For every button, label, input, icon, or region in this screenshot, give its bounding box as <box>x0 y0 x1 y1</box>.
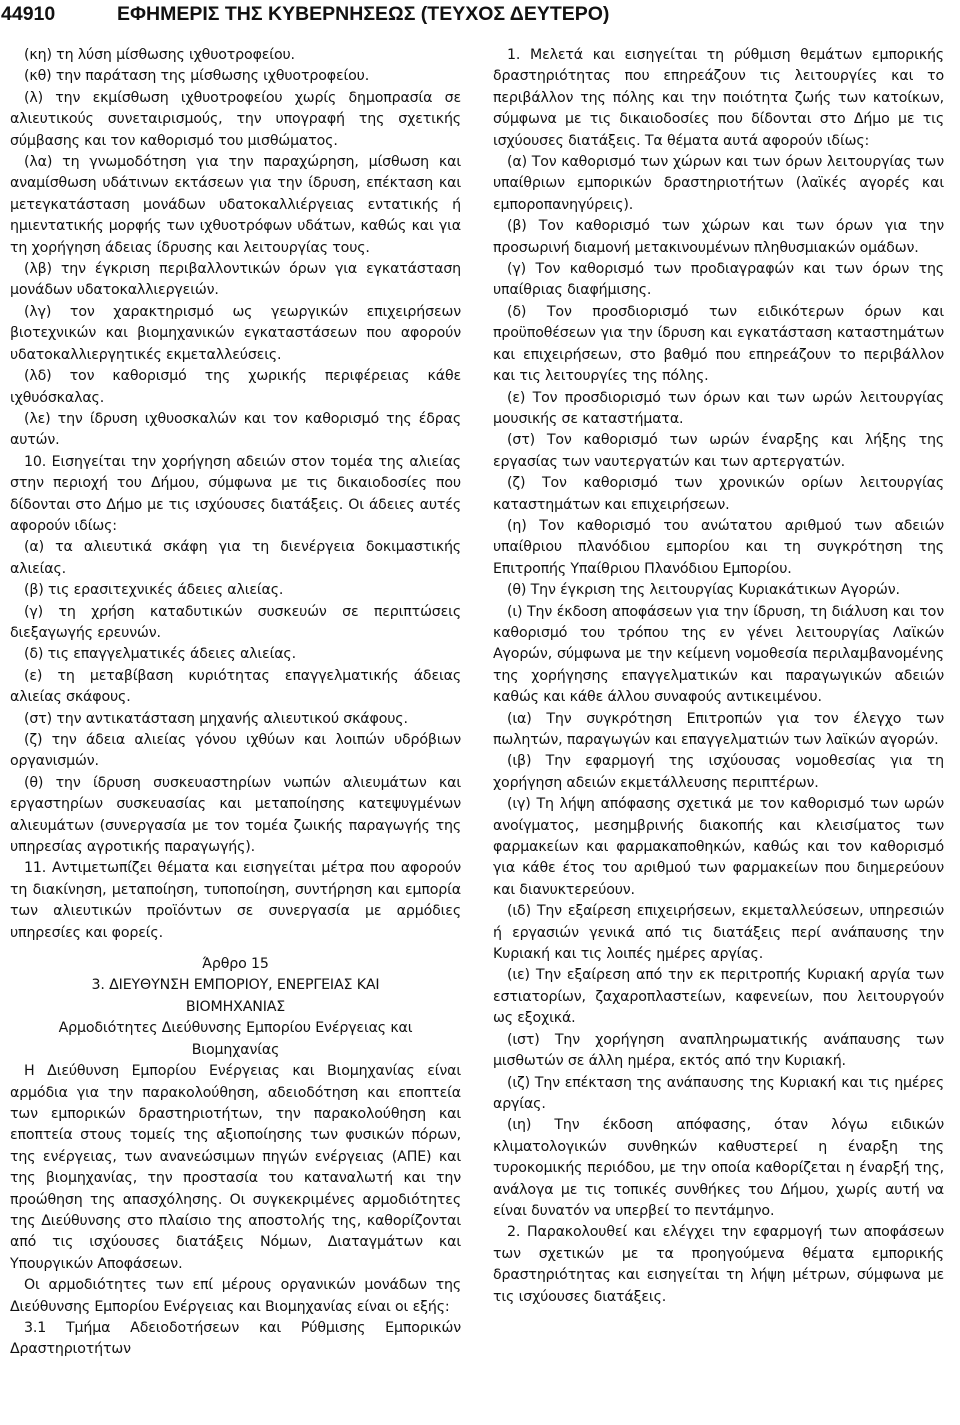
left-column <box>10 45 461 1361</box>
paragraph: (ι) Την έκδοση αποφάσεων για την ίδρυση, τη διάλυση και τον καθορισμό του τρόπου της εν γένει λειτουργίας Λαϊκών Αγορών, σύμφωνα με την κείμενη νομοθεσία περιλαμβανομένης της χορήγησης επαγγελματικών και παραγωγικών αδειών καθώς και κάθε άλλου συναφούς αντικειμένου. <box>493 603 944 706</box>
paragraph: (γ) Τον καθορισμό των προδιαγραφών και των όρων της υπαίθριας διαφήμισης. <box>493 261 944 299</box>
right-column <box>493 45 944 1308</box>
section-heading: ΒΙΟΜΗΧΑΝΙΑΣ <box>185 998 286 1015</box>
section-subheading: Αρμοδιότητες Διεύθυνσης Εμπορίου Ενέργειας και <box>58 1020 413 1037</box>
paragraph: (στ) Τον καθορισμό των ωρών έναρξης και λήξης της εργασίας των ναυτεργατών και των αρτεργατών. <box>493 432 944 470</box>
paragraph: (λε) την ίδρυση ιχθυοσκαλών και τον καθορισμό της έδρας αυτών. <box>10 410 461 449</box>
paragraph: (ζ) την άδεια αλιείας γόνου ιχθύων και λοιπών υδρόβιων οργανισμών. <box>10 732 461 770</box>
section-subheading: Βιομηχανίας <box>191 1041 280 1058</box>
paragraph: (λδ) τον καθορισμό της χωρικής περιφέρειας κάθε ιχθυόσκαλας. <box>10 368 461 406</box>
paragraph: (θ) την ίδρυση συσκευαστηρίων νωπών αλιευμάτων και εργαστηρίων συσκευασίας και μεταποίησης κατεψυγμένων αλιευμάτων (συνεργασία με τον τομέα ζωικής παραγωγής της υπηρεσίας αγροτικής παραγωγής). <box>10 774 461 856</box>
paragraph: (ιγ) Τη λήψη απόφασης σχετικά με τον καθορισμό των ωρών ανοίγματος, μεσημβρινής διακοπής και κλεισίματος των φαρμακείων και φαρμακαποθηκών, καθώς και τον καθορισμό για κάθε έτος του αριθμού των φαρμακείων που διημερεύουν και διανυκτερεύουν. <box>493 796 944 898</box>
paragraph: (ια) Την συγκρότηση Επιτροπών για τον έλεγχο των πωλητών, παραγωγών και επαγγελματιών των λαϊκών αγορών. <box>493 710 944 748</box>
paragraph: (δ) τις επαγγελματικές άδειες αλιείας. <box>24 646 296 663</box>
page-header <box>0 0 960 30</box>
paragraph: (στ) την αντικατάσταση μηχανής αλιευτικού σκάφους. <box>24 710 408 727</box>
paragraph: (γ) τη χρήση καταδυτικών συσκευών σε περιπτώσεις διεξαγωγής ερευνών. <box>10 603 461 641</box>
paragraph: (ιστ) Την χορήγηση αναπληρωματικής ανάπαυσης των μισθωτών σε άλλη ημέρα, εκτός από την Κυριακή. <box>493 1031 944 1070</box>
paragraph: 1. Μελετά και εισηγείται τη ρύθμιση θεμάτων εμπορικής δραστηριότητας που επηρεάζουν τις λειτουργίες και το περιβάλλον της πόλης και την ποιότητα ζωής των κατοίκων, σύμφωνα με τις δικαιοδοσίες που δίδονται στο Δήμο με τις ισχύουσες διατάξεις. Τα θέματα αυτά αφορούν ιδίως: <box>493 47 944 149</box>
paragraph: (η) Τον καθορισμό του ανώτατου αριθμού των αδειών υπαίθριου πλανόδιου εμπορίου και τη συγκρότηση της Επιτροπής Υπαίθριου Πλανόδιου Εμπορίου. <box>493 517 944 577</box>
paragraph: (β) τις ερασιτεχνικές άδειες αλιείας. <box>24 582 284 599</box>
paragraph: Η Διεύθυνση Εμπορίου Ενέργειας και Βιομηχανίας είναι αρμόδια για την παρακολούθηση, αδειοδότηση και εποπτεία των εμπορικών δραστηριοτήτων, την παρακολούθηση και εποπτεία στους τομείς της αξιοποίησης των φυσικών πόρων, της ενέργειας, των ανανεώσιμων πηγών ενέργειας (ΑΠΕ) και της βιομηχανίας, την προστασία του καταναλωτή και την προώθηση της απασχόλησης. Οι συγκεκριμένες αρμοδιότητες της Διεύθυνσης στο πλαίσιο της αποστολής της, καθορίζονται από τις ισχύουσες διατάξεις Νόμων, Διαταγμάτων και Υπουργικών Αποφάσεων. <box>10 1063 461 1272</box>
paragraph: 11. Αντιμετωπίζει θέματα και εισηγείται μέτρα που αφορούν τη διακίνηση, μεταποίηση, τυποποίηση, συντήρηση και εμπορία των αλιευτικών προϊόντων σε συνεργασία με αρμόδιες υπηρεσίες και φορείς. <box>10 860 461 941</box>
paragraph: (ζ) Τον καθορισμό των χρονικών ορίων λειτουργίας καταστημάτων και επιχειρήσεων. <box>493 475 944 513</box>
paragraph: Οι αρμοδιότητες των επί μέρους οργανικών μονάδων της Διεύθυνσης Εμπορίου Ενέργειας και Βιομηχανίας είναι οι εξής: <box>10 1277 461 1315</box>
paragraph: (ιδ) Την εξαίρεση επιχειρήσεων, εκμεταλλεύσεων, υπηρεσιών ή εργασιών γενικά από τις διατάξεις περί ανάπαυσης την Κυριακή και τις λοιπές ημέρες αργίας. <box>493 903 944 963</box>
paragraph: (λ) την εκμίσθωση ιχθυοτροφείου χωρίς δημοπρασία σε αλιευτικούς συνεταιρισμούς, την υπογραφή της σχετικής σύμβασης και τον καθορισμό του μισθώματος. <box>10 89 461 149</box>
paragraph: (ιβ) Την εφαρμογή της ισχύουσας νομοθεσίας για τη χορήγηση αδειών εκμετάλλευσης περιπτέρων. <box>493 753 944 791</box>
paragraph: (ε) Τον προσδιορισμό των όρων και των ωρών λειτουργίας μουσικής σε καταστήματα. <box>493 389 944 427</box>
paragraph: 2. Παρακολουθεί και ελέγχει την εφαρμογή των αποφάσεων των σχετικών με τα προηγούμενα θέματα εμπορικής δραστηριότητας και εισηγείται τη λήψη μέτρων, σύμφωνα με τις ισχύουσες διατάξεις. <box>493 1224 944 1305</box>
paragraph: (ιη) Την έκδοση απόφασης, όταν λόγω ειδικών κλιματολογικών συνθηκών καθυστερεί η έναρξη της τυροκομικής περιόδου, με την οποία καθορίζεται η έναρξή της, ανάλογα με τις τοπικές συνθήκες του Δήμου, χωρίς αυτή να είναι δυνατόν να υπερβεί το πεντάμηνο. <box>493 1117 944 1219</box>
paragraph: (λγ) τον χαρακτηρισμό ως γεωργικών επιχειρήσεων βιοτεχνικών και βιομηχανικών εγκαταστάσεων που αφορούν υδατοκαλλιεργητικές εκμεταλλεύσεις. <box>10 303 461 363</box>
paragraph: 3.1 Τμήμα Αδειοδοτήσεων και Ρύθμισης Εμπορικών Δραστηριοτήτων <box>10 1319 461 1358</box>
paragraph: (κθ) την παράταση της μίσθωσης ιχθυοτροφείου. <box>24 68 370 85</box>
paragraph: (ιε) Την εξαίρεση από την εκ περιτροπής Κυριακή αργία των εστιατορίων, ζαχαροπλαστείων, καφενείων, που λειτουργούν ως εξοχικά. <box>493 967 944 1027</box>
page-number: 44910 <box>1 3 56 25</box>
paragraph: (λβ) την έγκριση περιβαλλοντικών όρων για εγκατάσταση μονάδων υδατοκαλλιεργειών. <box>10 261 461 299</box>
paragraph: (α) Τον καθορισμό των χώρων και των όρων λειτουργίας των υπαίθριων εμπορικών δραστηριοτήτων (λαϊκές αγορές και εμποροπανηγύρεις). <box>493 154 944 213</box>
paragraph: (ε) τη μεταβίβαση κυριότητας επαγγελματικής άδειας αλιείας σκάφους. <box>10 667 461 706</box>
paragraph: (κη) τη λύση μίσθωσης ιχθυοτροφείου. <box>24 47 295 63</box>
section-heading: 3. ΔΙΕΥΘΥΝΣΗ ΕΜΠΟΡΙΟΥ, ΕΝΕΡΓΕΙΑΣ ΚΑΙ <box>91 977 380 994</box>
article-number: Άρθρο 15 <box>202 956 269 973</box>
paragraph: (ιζ) Την επέκταση της ανάπαυσης της Κυριακή και τις ημέρες αργίας. <box>493 1074 944 1112</box>
paragraph: (δ) Τον προσδιορισμό των ειδικότερων όρων και προϋποθέσεων για την ίδρυση και εγκατάσταση καταστημάτων και επιχειρήσεων, στο βαθμό που επηρεάζουν το περιβάλλον και τις λειτουργίες της πόλης. <box>493 303 944 385</box>
paragraph: 10. Εισηγείται την χορήγηση αδειών στον τομέα της αλιείας στην περιοχή του Δήμου, σύμφωνα με τις δικαιοδοσίες που δίδονται στο Δήμο με τις ισχύουσες διατάξεις. Οι άδειες αυτές αφορούν ιδίως: <box>10 453 461 534</box>
paragraph: (α) τα αλιευτικά σκάφη για τη διενέργεια δοκιμαστικής αλιείας. <box>10 539 461 577</box>
paragraph: (θ) Την έγκριση της λειτουργίας Κυριακάτικων Αγορών. <box>507 582 900 599</box>
paragraph: (λα) τη γνωμοδότηση για την παραχώρηση, μίσθωση και αναμίσθωση υδάτινων εκτάσεων για την ίδρυση, επέκταση και μετεγκατάσταση μονάδων υδατοκαλλιέργειας εντατικής ή ημιεντατικής μορφής των ιχθυοτρόφων υδάτων, καθώς και για τη χορήγηση άδειας ίδρυσης και λειτουργίας τους. <box>10 154 461 256</box>
paragraph: (β) Τον καθορισμό των χώρων και των όρων για την προσωρινή διαμονή μετακινουμένων πληθυσμιακών ομάδων. <box>493 218 944 256</box>
gazette-title: ΕΦΗΜΕΡΙΣ ΤΗΣ ΚΥΒΕΡΝΗΣΕΩΣ (ΤΕΥΧΟΣ ΔΕΥΤΕΡΟ) <box>117 3 610 25</box>
